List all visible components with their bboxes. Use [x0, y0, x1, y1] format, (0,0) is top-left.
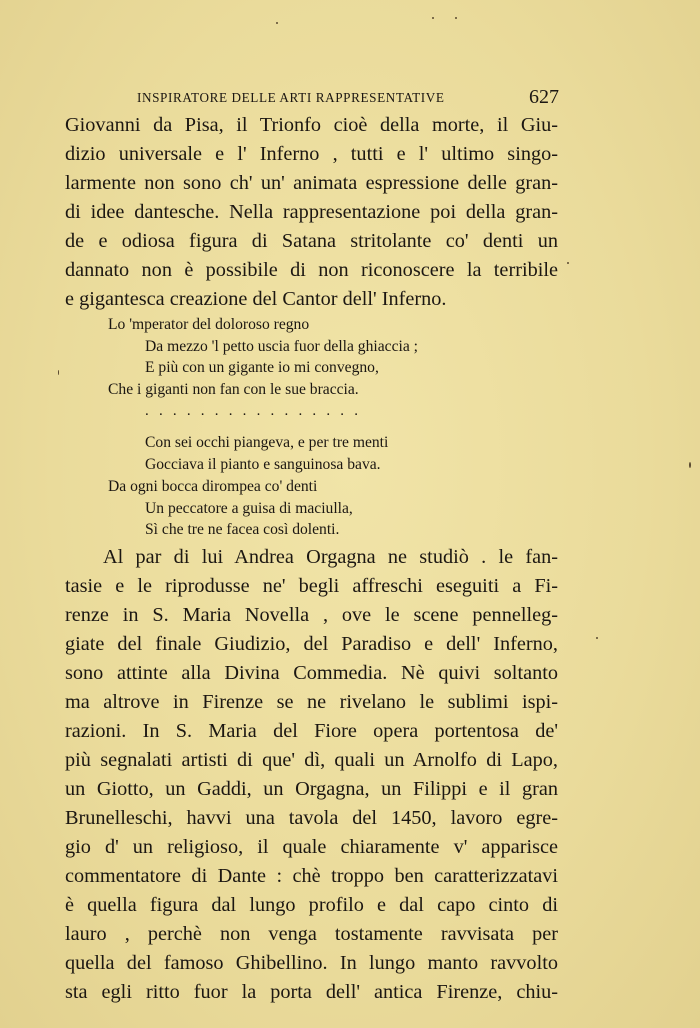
verse-line: Sì che tre ne facea così dolenti. [145, 521, 340, 539]
text-line: è quella figura dal lungo profilo e dal capo cinto di [65, 894, 558, 916]
text-line: Brunelleschi, havvi una tavola del 1450, lavoro egre- [65, 807, 558, 829]
paper-speck [455, 17, 457, 19]
verse-line: Da mezzo 'l petto uscia fuor della ghiaccia ; [145, 337, 418, 355]
verse-line: Con sei occhi piangeva, e per tre menti [145, 434, 389, 452]
running-title: INSPIRATORE DELLE ARTI RAPPRESENTATIVE [137, 90, 445, 105]
verse-line: Da ogni bocca dirompea co' denti [108, 477, 318, 495]
text-line: Giovanni da Pisa, il Trionfo cioè della morte, il Giu- [65, 114, 558, 136]
verse-line: E più con un gigante io mi convegno, [145, 359, 379, 377]
paragraph-2 [65, 543, 558, 1007]
paper-speck [689, 462, 691, 468]
paper-speck [567, 262, 569, 264]
verse-ellipsis: ................ [145, 402, 369, 419]
text-line: di idee dantesche. Nella rappresentazione poi della gran- [65, 201, 558, 223]
text-line: renze in S. Maria Novella , ove le scene pennelleg- [65, 604, 558, 626]
running-header [137, 86, 559, 108]
paragraph-1 [65, 111, 558, 314]
paper-speck [432, 17, 434, 19]
text-line: de e odiosa figura di Satana stritolante co' denti un [65, 230, 558, 252]
text-line: e gigantesca creazione del Cantor dell' Inferno. [65, 288, 447, 310]
text-line: dizio universale e l' Inferno , tutti e l' ultimo singo- [65, 143, 558, 165]
text-line: un Giotto, un Gaddi, un Orgagna, un Filippi e il gran [65, 778, 558, 800]
verse-line: Lo 'mperator del doloroso regno [108, 316, 310, 333]
verse-line: Che i giganti non fan con le sue braccia. [108, 381, 359, 399]
text-line: giate del finale Giudizio, del Paradiso e dell' Inferno, [65, 633, 558, 655]
text-line: commentatore di Dante : chè troppo ben caratterizzatavi [65, 865, 558, 887]
verse-line: Gocciava il pianto e sanguinosa bava. [145, 456, 381, 474]
text-line: larmente non sono ch' un' animata espressione delle gran- [65, 172, 558, 194]
text-line: più segnalati artisti di que' dì, quali un Arnolfo di Lapo, [65, 749, 558, 771]
text-line: gio d' un religioso, il quale chiaramente v' apparisce [65, 836, 558, 858]
text-line: tasie e le riprodusse ne' begli affreschi eseguiti a Fi- [65, 575, 558, 597]
paper-speck [276, 22, 278, 24]
verse-line: Un peccatore a guisa di maciulla, [145, 499, 353, 517]
text-line: sono attinte alla Divina Commedia. Nè quivi soltanto [65, 662, 558, 684]
text-line: sta egli ritto fuor la porta dell' antica Firenze, chiu- [65, 981, 558, 1003]
text-line: dannato non è possibile di non riconoscere la terribile [65, 259, 558, 281]
verse-quotation [108, 314, 488, 541]
paper-speck [58, 370, 59, 375]
text-line: razioni. In S. Maria del Fiore opera portentosa de' [65, 720, 558, 742]
text-line: Al par di lui Andrea Orgagna ne studiò . le fan- [103, 546, 558, 568]
page-number: 627 [529, 86, 559, 108]
paper-speck [596, 637, 598, 639]
text-line: lauro , perchè non venga tostamente ravvisata per [65, 923, 558, 945]
text-line: ma altrove in Firenze se ne rivelano le sublimi ispi- [65, 691, 558, 713]
text-line: quella del famoso Ghibellino. In lungo manto ravvolto [65, 952, 558, 974]
